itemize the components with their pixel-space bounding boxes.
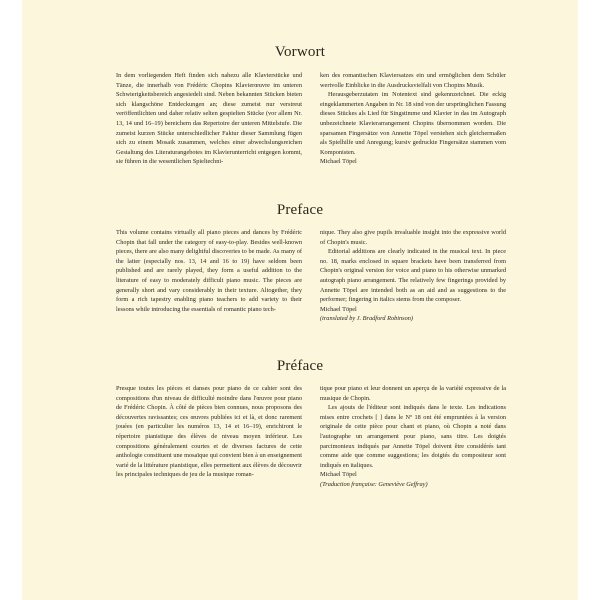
- document-page: [22, 0, 578, 600]
- preface-en-paragraph: This volume contains virtually all piano pieces and dances by Frédéric Chopin that fall under the category of easy-to-play. Besides well-known pieces, there are also many delightful discoveries to be made. As many of the latter (especially nos. 13, 14 and 16 to 19) have seldom been published and are rarely played, they form a useful addition to the literature of easy to moderately difficult piano music. The pieces are generally short and vary considerably in their texture. Altogether, they form a rich tapestry enabling piano teachers to add variety to their lessons while introducing the essentials of romantic piano tech-: [116, 229, 302, 313]
- preface-fr-left-column: [116, 384, 302, 490]
- section-preface-en: [22, 202, 578, 219]
- preface-fr-signature: Michael Töpel: [320, 471, 357, 479]
- preface-en-translation-credit: (translated by J. Bradford Robinson): [320, 315, 413, 323]
- preface-en-signature: Michael Töpel: [320, 305, 357, 313]
- preface-fr-paragraph: Presque toutes les pièces et danses pour piano de ce cahier sont des compositions d'un niveau de difficulté moindre dans l'œuvre pour piano de Frédéric Chopin. À côté de pièces bien connues, nous proposons des découvertes ravissantes; ces œuvres publiées ici et là, et donc rarement jouées (en particulier les numéros 13, 14 et 16–19), enrichiront le répertoire pianistique des élèves de niveau moyen inférieur. Les compositions généralement courtes et de diverses factures de cette anthologie constituent une mosaïque qui convient bien à un enseignement varié de la littérature pianistique, elles permettent aux élèves de découvrir les principales techniques de jeu de la musique roman-: [116, 385, 302, 479]
- vorwort-heading: Vorwort: [274, 44, 326, 60]
- vorwort-signature: Michael Töpel: [320, 158, 357, 166]
- preface-en-paragraph: nique. They also give pupils invaluable insight into the expressive world of Chopin's music.: [320, 229, 506, 246]
- section-vorwort: [22, 44, 578, 61]
- preface-en-paragraph: Editorial additions are clearly indicated in the musical text. In piece no. 18, marks enclosed in square brackets have been transferred from Chopin's original version for voice and piano to his otherwise unmarked autograph piano arrangement. The relatively few fingerings provided by Annette Töpel are intended both as an aid and as suggestions to the performer; fingering in italics stems from the composer.: [320, 248, 506, 304]
- vorwort-right-column: [320, 71, 506, 167]
- vorwort-left-column: [116, 71, 302, 167]
- vorwort-columns: [116, 71, 506, 167]
- preface-en-columns: [116, 228, 506, 324]
- preface-fr-right-column: [320, 384, 506, 490]
- vorwort-paragraph: ken des romantischen Klaviersatzes ein und ermöglichen dem Schüler wertvolle Einblicke in die Ausdrucksvielfalt von Chopins Musik.: [320, 72, 506, 89]
- preface-en-left-column: [116, 228, 302, 324]
- preface-en-right-column: [320, 228, 506, 324]
- vorwort-paragraph: In dem vorliegenden Heft finden sich nahezu alle Klavierstücke und Tänze, die innerhalb von Frédéric Chopins Klavierœuvre im unteren Schwierigkeitsbereich angesiedelt sind. Neben bekannten Stücken bieten sich klangschöne Entdeckungen an; diese zumeist nur verstreut veröffentlichten und daher relativ selten gespielten Stücke (vor allem Nr. 13, 14 und 16–19) bereichern das Repertoire der unteren Mittelstufe. Die zumeist kurzen Stücke unterschiedlicher Faktur dieser Sammlung fügen sich zu einem Mosaik zusammen, welches einer abwechslungsreichen Gestaltung des Literaturangebotes im Klavierunterricht entgegen kommt, sie führen in die wesentlichen Spieltechni-: [116, 72, 302, 166]
- preface-fr-translation-credit: (Traduction française: Geneviève Geffray): [320, 480, 428, 488]
- section-preface-fr: [22, 358, 578, 375]
- preface-en-heading: Preface: [276, 202, 324, 218]
- preface-fr-paragraph: tique pour piano et leur donnent un aperçu de la variété expressive de la musique de Chopin.: [320, 385, 506, 402]
- vorwort-paragraph: Herausgeberzutaten im Notentext sind gekennzeichnet. Die eckig eingeklammerten Angaben in Nr. 18 sind von der ursprünglichen Fassung dieses Stückes als Lied für Singstimme und Klavier in das im Autograph unbezeichnete Klavierarrangement Chopins übernommen worden. Die sparsamen Fingersätze von Annette Töpel verstehen sich gleichermaßen als Spielhilfe und Anregung; kursiv gedruckte Fingersätze stammen vom Komponisten.: [320, 91, 506, 156]
- preface-fr-heading: Préface: [276, 358, 324, 374]
- preface-fr-columns: [116, 384, 506, 490]
- preface-fr-paragraph: Les ajouts de l'éditeur sont indiqués dans le texte. Les indications mises entre crochets [ ] dans le Nº 18 ont été empruntées à la version originale de cette pièce pour chant et piano, où Chopin a noté dans l'autographe un arrangement pour piano, sans titre. Les doigtés parcimonieux indiqués par Annette Töpel doivent être considérés tant comme aide que comme suggestions; les doigtés du compositeur sont indiqués en italiques.: [320, 404, 506, 469]
